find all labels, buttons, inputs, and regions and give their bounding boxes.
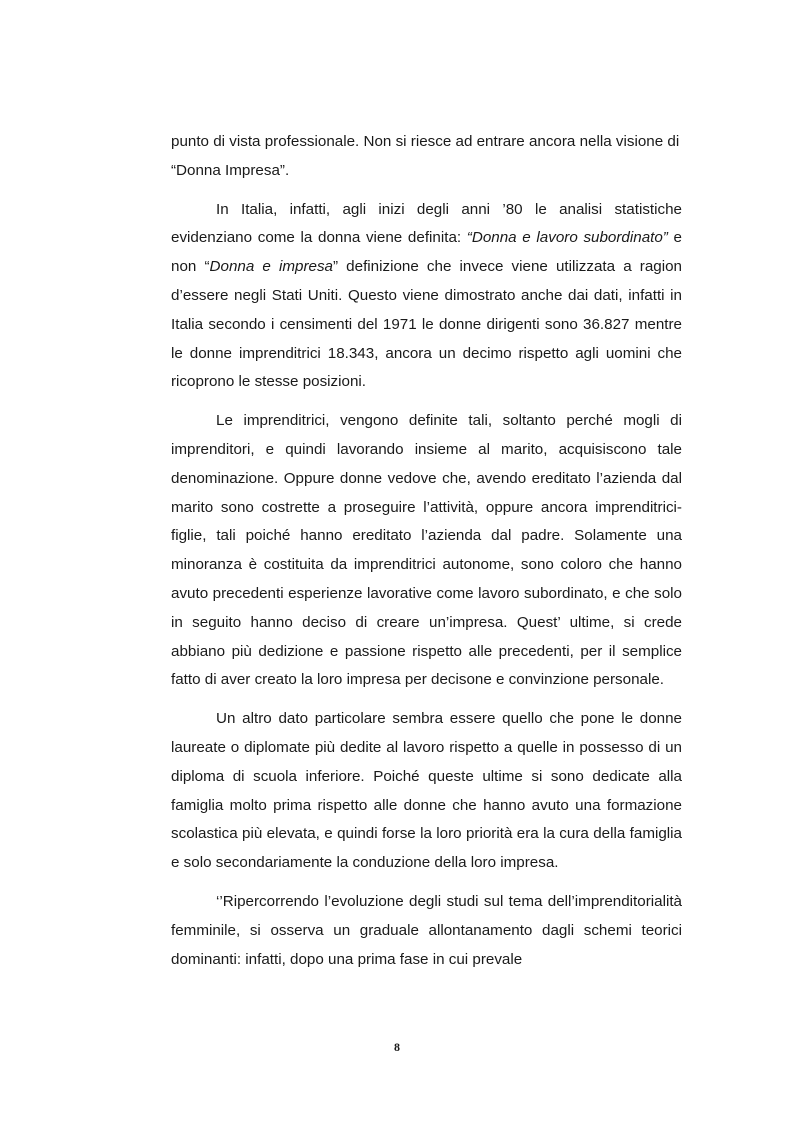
paragraph-2-italic-b: Donna e impresa [209,258,333,276]
paragraph-2-text-b: e non “ [171,229,682,276]
paragraph-5 [171,888,682,974]
paragraph-2-text-c: ” definizione che invece viene utilizzata a ragion d’essere negli Stati Uniti. Questo viene dimostrato anche dai dati, infatti in Italia secondo i censimenti del 1971 le donne dirigenti sono 36.827 mentre le donne imprenditrici 18.343, ancora un decimo rispetto agli uomini che ricoprono le stesse posizioni. [171,258,682,391]
paragraph-1 [171,128,682,186]
paragraph-3 [171,407,682,695]
paragraph-3-text: Le imprenditrici, vengono definite tali, soltanto perché mogli di imprenditori, e quindi lavorando insieme al marito, acquisiscono tale denominazione. Oppure donne vedove che, avendo ereditato l’azienda dal marito sono costrette a proseguire l’attività, oppure ancora imprenditrici-figlie, tali poiché hanno ereditato l’azienda dal padre. Solamente una minoranza è costituita da imprenditrici autonome, sono coloro che hanno avuto precedenti esperienze lavorative come lavoro subordinato, e che solo in seguito hanno deciso di creare un’impresa. Quest’ ultime, si crede abbiano più dedizione e passione rispetto alle precedenti, per il semplice fatto di aver creato la loro impresa per decisone e convinzione personale. [171,412,682,689]
paragraph-2-italic-a: “Donna e lavoro subordinato” [466,229,668,247]
paragraph-4 [171,705,682,878]
paragraph-4-text: Un altro dato particolare sembra essere quello che pone le donne laureate o diplomate più dedite al lavoro rispetto a quelle in possesso di un diploma di scuola inferiore. Poiché queste ultime si sono dedicate alla famiglia molto prima rispetto alle donne che hanno avuto una formazione scolastica più elevata, e quindi forse la loro priorità era la cura della famiglia e solo secondariamente la conduzione della loro impresa. [171,710,682,872]
paragraph-2 [171,196,682,398]
page-number: 8 [394,1040,400,1054]
paragraph-2-text-a: In Italia, infatti, agli inizi degli anni ’80 le analisi statistiche evidenziano come la donna viene definita: [171,200,682,247]
paragraph-1-text: punto di vista professionale. Non si riesce ad entrare ancora nella visione di “Donna Impresa”. [171,133,680,179]
body-text [171,128,682,974]
paragraph-5-text: ‘’Ripercorrendo l’evoluzione degli studi sul tema dell’imprenditorialità femminile, si osserva un graduale allontanamento dagli schemi teorici dominanti: infatti, dopo una prima fase in cui prevale [171,892,682,968]
